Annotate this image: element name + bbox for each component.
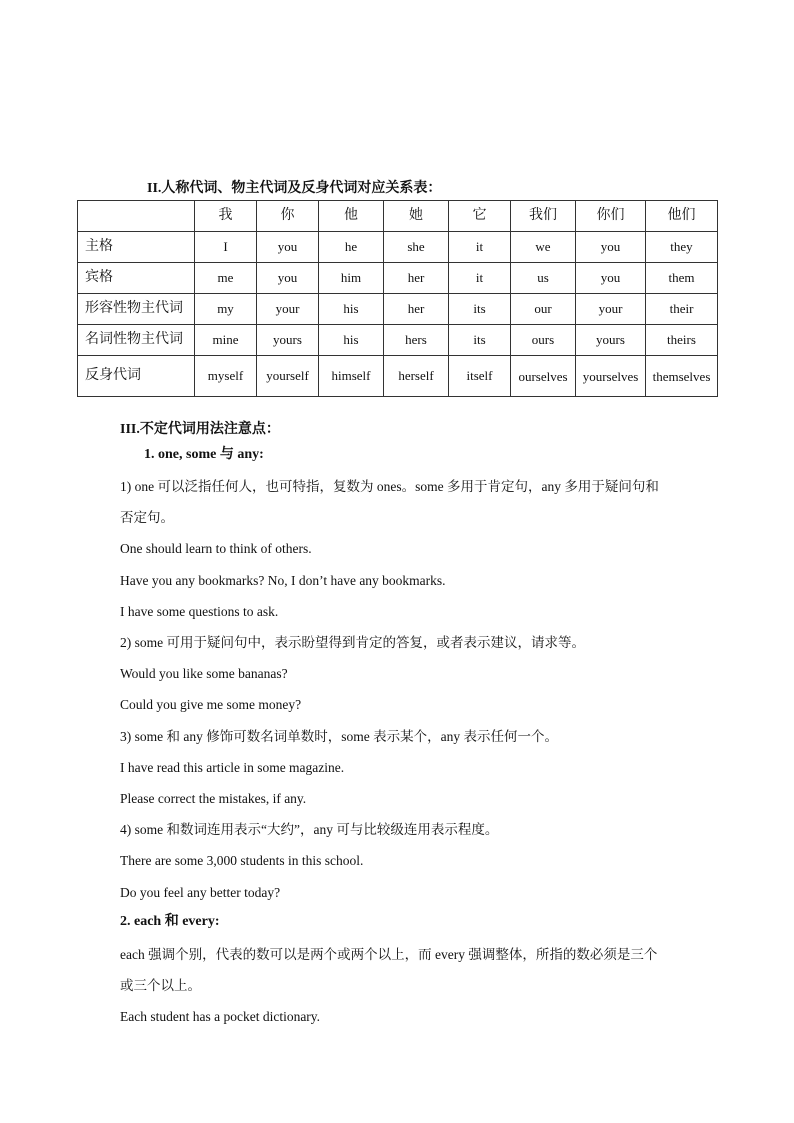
row-label: 宾格 — [78, 263, 195, 294]
table-cell: I — [195, 232, 257, 263]
table-cell: my — [195, 294, 257, 325]
text-line: One should learn to think of others. — [120, 541, 312, 556]
table-cell: your — [257, 294, 319, 325]
text-line: 2) some 可用于疑问句中，表示盼望得到肯定的答复，或者表示建议，请求等。 — [120, 635, 585, 650]
table-cell: ourselves — [511, 356, 576, 397]
table-row — [78, 232, 718, 263]
table-cell: yours — [257, 325, 319, 356]
table-cell: your — [576, 294, 646, 325]
table-cell: mine — [195, 325, 257, 356]
row-label: 反身代词 — [78, 356, 195, 397]
table-cell: you — [576, 263, 646, 294]
text-line: I have read this article in some magazine. — [120, 760, 345, 775]
header-cell: 她 — [384, 201, 449, 232]
text-line: Have you any bookmarks? No, I don’t have any bookmarks. — [120, 573, 446, 588]
table-cell: hers — [384, 325, 449, 356]
table-cell: myself — [195, 356, 257, 397]
table-title: II.人称代词、物主代词及反身代词对应关系表： — [147, 181, 442, 196]
text-line: 1) one 可以泛指任何人，也可特指，复数为 ones。some 多用于肯定句，any 多用于疑问句和 — [120, 479, 659, 494]
text-line: I have some questions to ask. — [120, 604, 279, 619]
table-cell: his — [319, 325, 384, 356]
table-cell: himself — [319, 356, 384, 397]
table-cell: them — [646, 263, 718, 294]
table-row — [78, 294, 718, 325]
section-3-title: III.不定代词用法注意点： — [120, 422, 280, 437]
row-label: 名词性物主代词 — [78, 325, 195, 356]
table-cell: its — [449, 294, 511, 325]
table-cell: their — [646, 294, 718, 325]
table-cell: he — [319, 232, 384, 263]
table-cell: she — [384, 232, 449, 263]
table-cell: ours — [511, 325, 576, 356]
header-cell: 我们 — [511, 201, 576, 232]
text-line: 或三个以上。 — [120, 978, 201, 993]
table-cell: us — [511, 263, 576, 294]
text-line: 否定句。 — [120, 510, 174, 525]
text-line: Would you like some bananas? — [120, 666, 288, 681]
table-cell: her — [384, 263, 449, 294]
text-line: Do you feel any better today? — [120, 885, 281, 900]
header-cell: 我 — [195, 201, 257, 232]
row-label: 主格 — [78, 232, 195, 263]
table-cell: you — [576, 232, 646, 263]
text-line: each 强调个别，代表的数可以是两个或两个以上，而 every 强调整体，所指的数必须是三个 — [120, 947, 658, 962]
table-cell: herself — [384, 356, 449, 397]
table-cell: his — [319, 294, 384, 325]
pronoun-table — [77, 200, 718, 397]
header-cell: 他 — [319, 201, 384, 232]
table-cell: itself — [449, 356, 511, 397]
table-cell: our — [511, 294, 576, 325]
table-cell: him — [319, 263, 384, 294]
subsection-2-title: 2. each 和 every: — [120, 914, 220, 929]
header-cell: 你们 — [576, 201, 646, 232]
table-header-row — [78, 201, 718, 232]
table-cell: it — [449, 263, 511, 294]
header-cell: 它 — [449, 201, 511, 232]
table-cell: we — [511, 232, 576, 263]
table-cell: her — [384, 294, 449, 325]
table-cell: its — [449, 325, 511, 356]
table-row — [78, 325, 718, 356]
table-cell: you — [257, 232, 319, 263]
table-cell: yourself — [257, 356, 319, 397]
table-cell: it — [449, 232, 511, 263]
table-cell: yourselves — [576, 356, 646, 397]
header-cell: 他们 — [646, 201, 718, 232]
table-cell: me — [195, 263, 257, 294]
text-line: Each student has a pocket dictionary. — [120, 1009, 321, 1024]
table-row — [78, 263, 718, 294]
header-cell-corner — [78, 201, 195, 232]
table-cell: themselves — [646, 356, 718, 397]
text-line: 4) some 和数词连用表示“大约”，any 可与比较级连用表示程度。 — [120, 822, 499, 837]
row-label: 形容性物主代词 — [78, 294, 195, 325]
text-line: Please correct the mistakes, if any. — [120, 791, 307, 806]
text-line: There are some 3,000 students in this school. — [120, 853, 364, 868]
table-cell: you — [257, 263, 319, 294]
header-cell: 你 — [257, 201, 319, 232]
text-line: Could you give me some money? — [120, 697, 302, 712]
table-cell: yours — [576, 325, 646, 356]
text-line: 3) some 和 any 修饰可数名词单数时，some 表示某个，any 表示任何一个。 — [120, 729, 558, 744]
subsection-1-title: 1. one, some 与 any: — [144, 447, 264, 462]
table-cell: theirs — [646, 325, 718, 356]
table-row — [78, 356, 718, 397]
table-cell: they — [646, 232, 718, 263]
